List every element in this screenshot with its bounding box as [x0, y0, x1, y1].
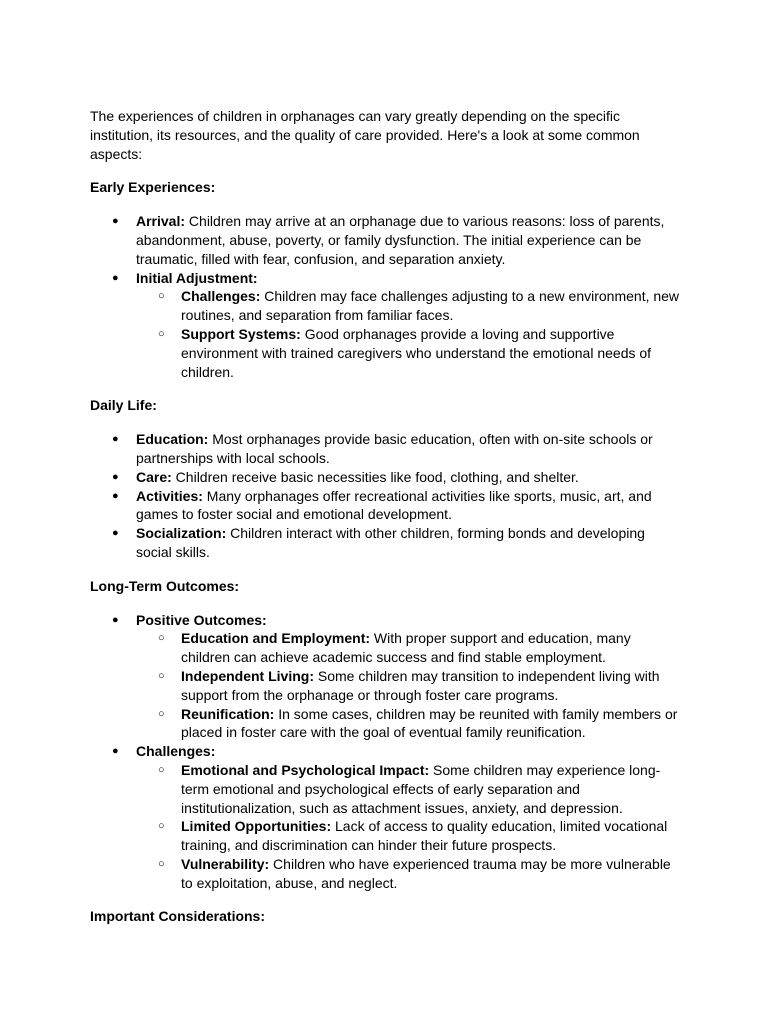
list-item-activities [136, 487, 682, 525]
intro-paragraph: The experiences of children in orphanages can vary greatly depending on the specific institution, its resources, and the quality of care provided. Here's a look at some common aspects: [90, 108, 640, 162]
term-label: Socialization: [136, 525, 227, 542]
section-heading-long-term-outcomes: Long-Term Outcomes: [90, 577, 240, 594]
term-label: Challenges: [136, 743, 216, 760]
early-experiences-list [90, 212, 682, 381]
sublist-item-challenges [181, 287, 682, 325]
sublist-item-vulnerability [181, 855, 682, 893]
term-label: Initial Adjustment: [136, 269, 258, 286]
item-text: With proper support and education, many children can achieve academic success and find stable employment. [181, 630, 631, 666]
item-text: Some children may transition to independent living with support from the orphanage or through foster care programs. [181, 667, 660, 703]
item-text: In some cases, children may be reunited with family members or placed in foster care with the goal of eventual family reunification. [181, 705, 678, 741]
sublist-item-limited-opportunities [181, 817, 682, 855]
sublist-item-support-systems [181, 325, 682, 381]
term-label: Challenges: [181, 288, 261, 305]
term-label: Education and Employment: [181, 630, 371, 647]
sublist-item-reunification [181, 705, 682, 743]
sublist-item-education-employment [181, 629, 682, 667]
term-label: Arrival: [136, 213, 186, 230]
long-term-outcomes-list [90, 611, 682, 893]
term-label: Emotional and Psychological Impact: [181, 761, 430, 778]
term-label: Support Systems: [181, 325, 301, 342]
item-text: Most orphanages provide basic education, often with on-site schools or partnerships with local schools. [136, 431, 653, 466]
item-text: Many orphanages offer recreational activities like sports, music, art, and games to foster social and emotional development. [136, 487, 652, 523]
item-text: Children who have experienced trauma may be more vulnerable to exploitation, abuse, and neglect. [181, 855, 671, 891]
sublist-item-emotional-impact [181, 761, 682, 817]
list-item-challenges [136, 742, 682, 892]
item-text: Lack of access to quality education, limited vocational training, and discrimination can hinder their future prospects. [181, 818, 668, 854]
list-item-initial-adjustment [136, 269, 682, 382]
list-item-education [136, 430, 682, 468]
term-label: Vulnerability: [181, 855, 270, 872]
section-heading-early-experiences: Early Experiences: [90, 179, 216, 196]
initial-adjustment-sublist [136, 287, 682, 381]
daily-life-list [90, 430, 682, 562]
list-item-positive-outcomes [136, 611, 682, 743]
term-label: Independent Living: [181, 667, 314, 684]
item-text: Good orphanages provide a loving and supportive environment with trained caregivers who understand the emotional needs of children. [181, 325, 652, 380]
list-item-arrival [136, 212, 682, 268]
list-item-care [136, 468, 682, 487]
item-text: Children interact with other children, forming bonds and developing social skills. [136, 525, 645, 560]
term-label: Positive Outcomes: [136, 611, 267, 628]
item-text: Children may face challenges adjusting to a new environment, new routines, and separation from familiar faces. [181, 288, 680, 324]
sublist-item-independent-living [181, 667, 682, 705]
section-heading-important-considerations: Important Considerations: [90, 908, 266, 925]
term-label: Care: [136, 468, 172, 485]
term-label: Education: [136, 431, 209, 448]
item-text: Some children may experience long-term emotional and psychological effects of early separation and institutionalization, such as attachment issues, anxiety, and depression. [181, 761, 661, 816]
positive-outcomes-sublist [136, 629, 682, 742]
challenges-sublist [136, 761, 682, 893]
term-label: Limited Opportunities: [181, 818, 332, 835]
term-label: Activities: [136, 487, 203, 504]
document-page [90, 107, 682, 941]
item-text: Children receive basic necessities like food, clothing, and shelter. [171, 468, 579, 485]
item-text: Children may arrive at an orphanage due to various reasons: loss of parents, abandonment, abuse, poverty, or family dysfunction. The initial experience can be traumatic, filled with fear, confusion, and separation anxiety. [136, 213, 665, 267]
list-item-socialization [136, 524, 682, 562]
term-label: Reunification: [181, 705, 275, 722]
section-heading-daily-life: Daily Life: [90, 397, 157, 414]
